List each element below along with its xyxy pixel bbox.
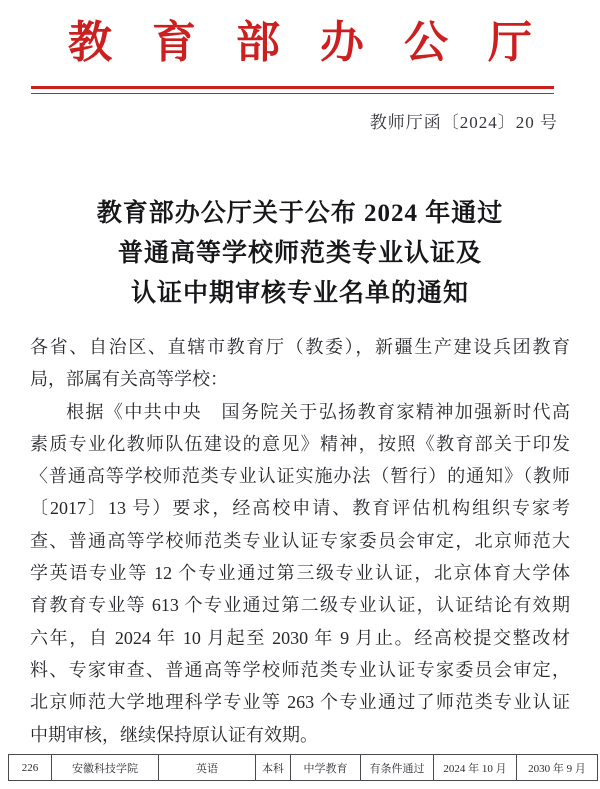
notice-title-line-1: 教育部办公厅关于公布 2024 年通过 [96, 200, 504, 227]
document-number: 教师厅函〔2024〕20 号 [369, 113, 558, 132]
cell-major: 英语 [159, 755, 256, 781]
paragraph-line: 〈普通高等学校师范类专业认证实施办法（暂行）的通知》（教师 [30, 466, 570, 487]
paragraph-line: 素质专业化教师队伍建设的意见》精神，按照《教育部关于印发 [30, 433, 570, 454]
paragraph-line: 查、普通高等学校师范类专业认证专家委员会审定，北京师范大 [30, 530, 570, 551]
cell-category: 中学教育 [291, 755, 361, 781]
salutation-line: 局，部属有关高等学校： [30, 369, 228, 390]
letterhead-rule-thick [31, 86, 554, 89]
letterhead-rule-thin [31, 93, 554, 94]
paragraph-line: 育教育专业等 613 个专业通过第二级专业认证，认证结论有效期 [30, 595, 570, 616]
paragraph-line: 〔2017〕13 号）要求，经高校申请、教育评估机构组织专家考 [30, 498, 570, 519]
cell-row-number: 226 [9, 755, 52, 781]
notice-title-line-2: 普通高等学校师范类专业认证及 [117, 240, 482, 267]
cell-valid-from: 2024 年 10 月 [434, 755, 517, 781]
salutation-line: 各省、自治区、直辖市教育厅（教委），新疆生产建设兵团教育 [30, 337, 570, 357]
paragraph-line: 六年，自 2024 年 10 月起至 2030 年 9 月止。经高校提交整改材 [30, 627, 570, 648]
paragraph-line: 根据《中共中央 国务院关于弘扬教育家精神加强新时代高 [66, 401, 570, 422]
letterhead-text: 教育部办公厅 [68, 18, 572, 67]
paragraph-line: 料、专家审查、普通高等学校师范类专业认证专家委员会审定， [30, 659, 570, 680]
paragraph-line: 中期审核，继续保持原认证有效期。 [30, 724, 318, 745]
accredited-majors-table [8, 754, 598, 781]
cell-valid-until: 2030 年 9 月 [517, 755, 598, 781]
letterhead-title [0, 14, 600, 72]
cell-degree-level: 本科 [256, 755, 291, 781]
notice-body [30, 331, 570, 751]
notice-title [0, 194, 600, 314]
cell-result: 有条件通过 [361, 755, 434, 781]
paragraph-line: 学英语专业等 12 个专业通过第三级专业认证，北京体育大学体 [30, 563, 570, 584]
cell-institution: 安徽科技学院 [52, 755, 159, 781]
appendix-table [8, 754, 597, 781]
paragraph-line: 北京师范大学地理科学专业等 263 个专业通过了师范类专业认证 [30, 692, 570, 713]
table-row [9, 755, 598, 781]
notice-title-line-3: 认证中期审核专业名单的通知 [130, 280, 469, 307]
